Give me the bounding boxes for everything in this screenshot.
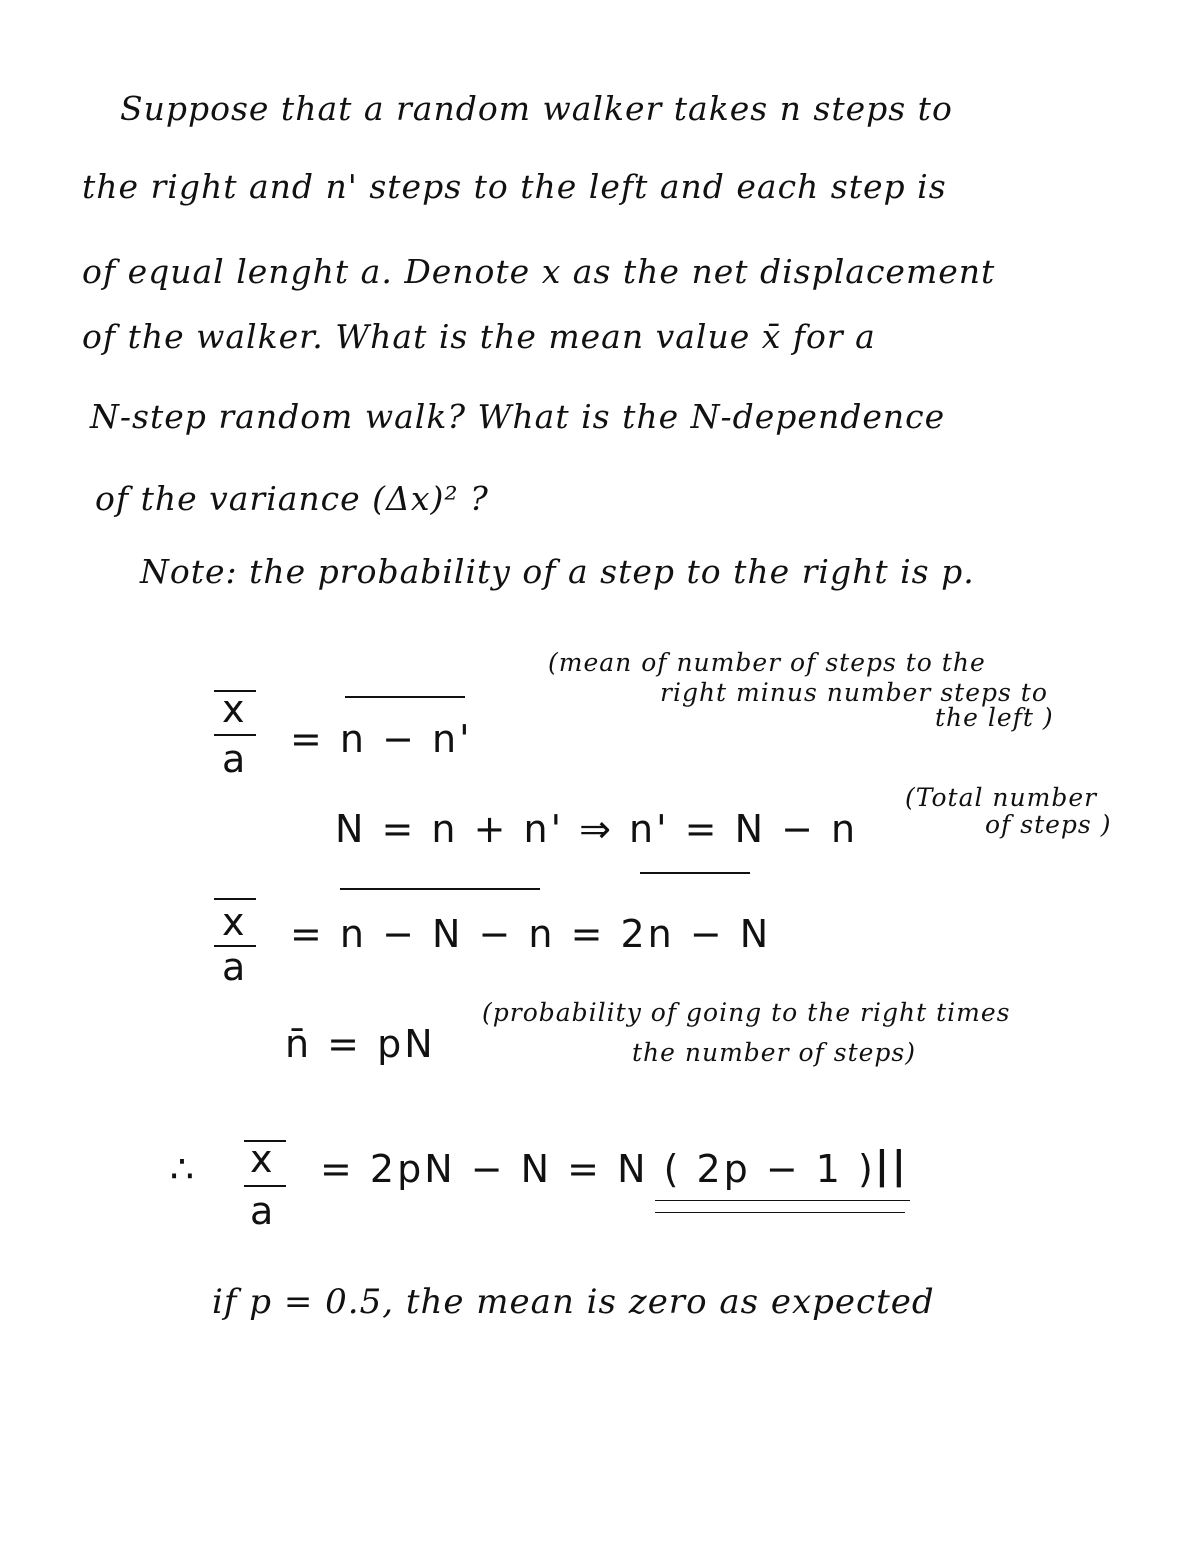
problem-line-5: N-step random walk? What is the N-dependence xyxy=(90,397,946,436)
eq5-overbar-x xyxy=(244,1140,286,1142)
problem-line-3: of equal lenght a. Denote x as the net displacement xyxy=(82,252,996,291)
eq3-denominator: a xyxy=(222,945,249,989)
eq2-note-line-2: of steps ) xyxy=(985,810,1112,839)
eq2: N = n + n' ⇒ n' = N − n xyxy=(335,807,859,851)
eq1-fraction-bar xyxy=(214,734,256,736)
eq1-overbar-x xyxy=(214,690,256,692)
eq1-note-line-3: the left ) xyxy=(935,703,1054,732)
problem-line-6: of the variance (Δx)² ? xyxy=(95,479,489,518)
problem-line-7: Note: the probability of a step to the right is p. xyxy=(140,552,975,591)
eq5-numerator: x xyxy=(250,1137,276,1181)
eq1-numerator: x xyxy=(222,687,248,731)
eq4: n̄ = pN xyxy=(285,1022,436,1066)
eq5-denominator: a xyxy=(250,1189,277,1233)
eq5-fraction-bar xyxy=(244,1185,286,1187)
eq1-note-line-1: (mean of number of steps to the xyxy=(548,648,986,677)
conclusion-line: if p = 0.5, the mean is zero as expected xyxy=(212,1282,935,1322)
eq3-overbar-rhs-1 xyxy=(340,888,540,890)
eq3-overbar-x xyxy=(214,898,256,900)
eq1-overbar-rhs xyxy=(345,696,465,698)
eq3-overbar-rhs-2 xyxy=(640,872,750,874)
eq1-denominator: a xyxy=(222,737,249,781)
therefore-symbol: ∴ xyxy=(170,1147,198,1191)
eq3-numerator: x xyxy=(222,900,248,944)
eq3-rhs: = n − N − n = 2n − N xyxy=(290,912,772,956)
eq5-rhs: = 2pN − N = N ( 2p − 1 ) xyxy=(320,1147,876,1191)
eq4-note-line-2: the number of steps) xyxy=(632,1038,917,1067)
problem-line-4: of the walker. What is the mean value x̄ for a xyxy=(82,317,876,356)
problem-line-1: Suppose that a random walker takes n steps to xyxy=(120,89,953,128)
eq1-note-line-2: right minus number steps to xyxy=(660,678,1048,707)
eq5-underline-1 xyxy=(655,1200,910,1201)
eq5-underline-2 xyxy=(655,1212,905,1213)
eq5-end-mark: || xyxy=(875,1143,909,1187)
eq1-rhs: = n − n' xyxy=(290,717,473,761)
eq2-note-line-1: (Total number xyxy=(905,783,1098,812)
problem-line-2: the right and n' steps to the left and each step is xyxy=(82,167,947,206)
eq4-note-line-1: (probability of going to the right times xyxy=(482,998,1011,1027)
